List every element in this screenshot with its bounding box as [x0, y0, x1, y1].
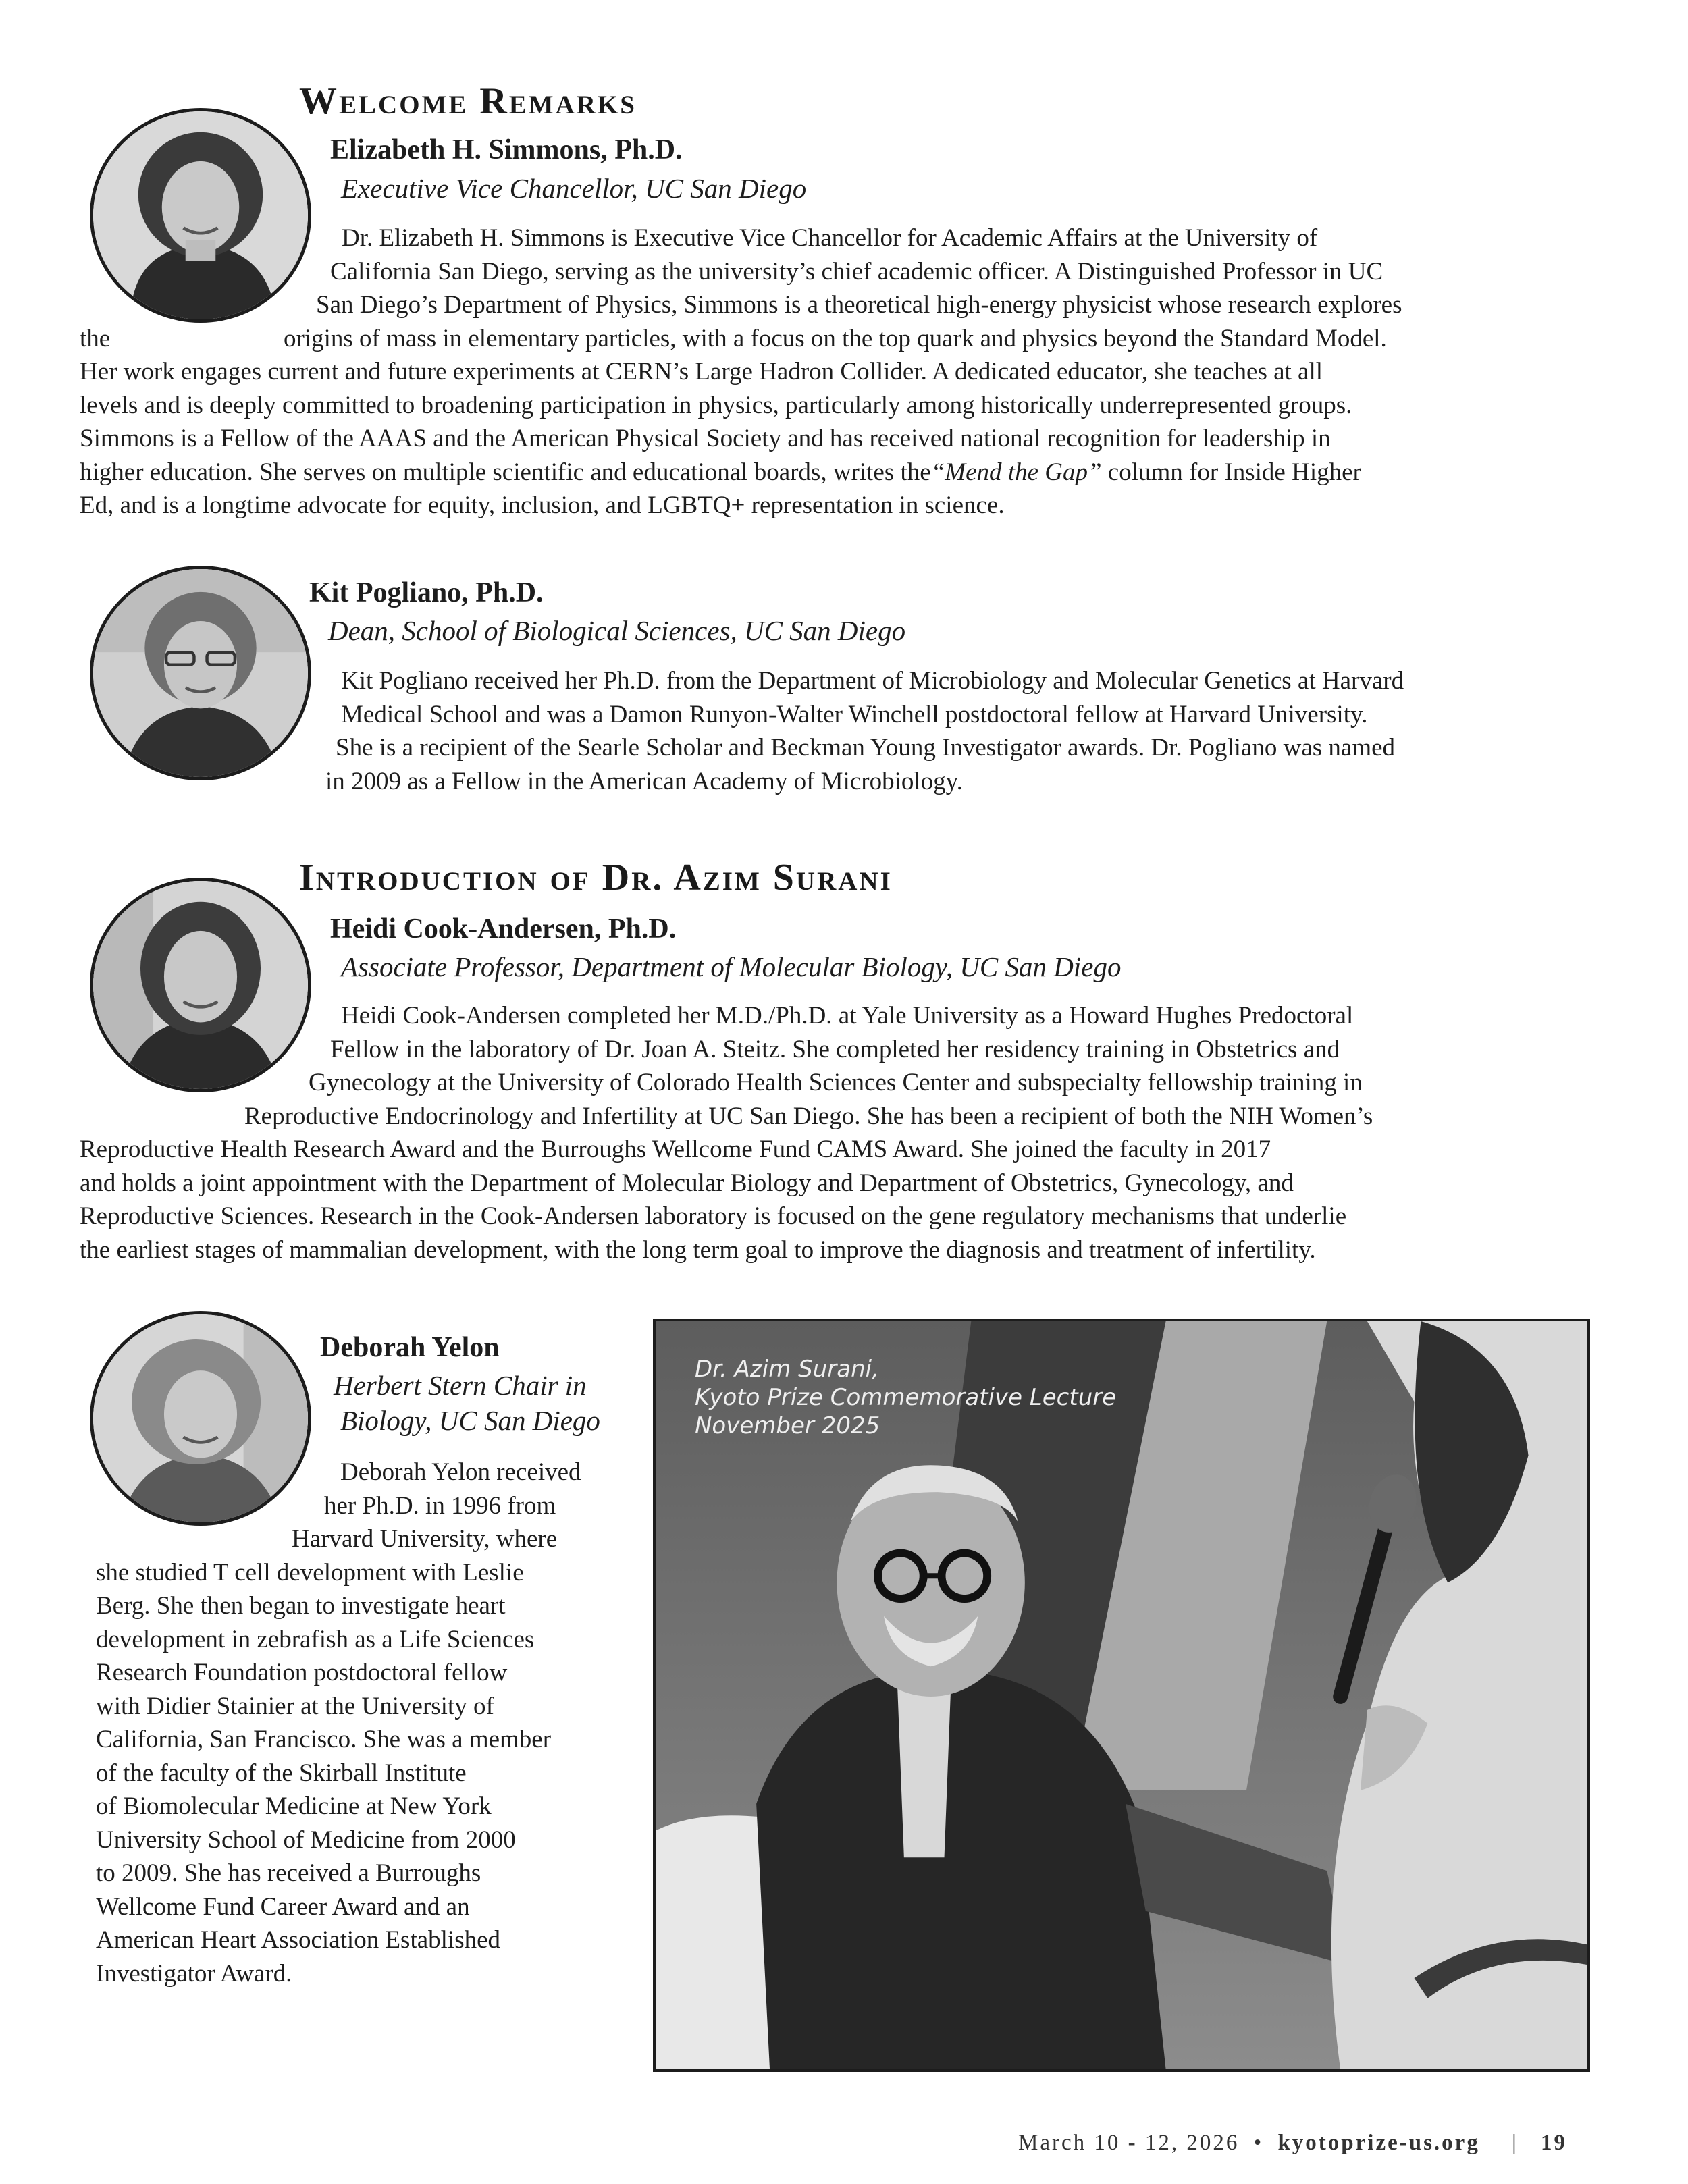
bio-simmons [0, 221, 1688, 523]
bio-line: she studied T cell development with Leslie [96, 1558, 524, 1587]
page-number: 19 [1540, 2131, 1567, 2155]
speaker-role [334, 1368, 600, 1438]
bio-line: to 2009. She has received a Burroughs [96, 1859, 481, 1887]
bio-line: Harvard University, where [292, 1525, 558, 1553]
bio-line: Berg. She then began to investigate heart [96, 1592, 506, 1620]
speaker-name: Heidi Cook-Andersen, Ph.D. [330, 913, 677, 944]
page-footer [1018, 2131, 1567, 2156]
bio-pogliano [0, 664, 1688, 798]
role-line: Biology, UC San Diego [340, 1405, 600, 1436]
bio-line: of the faculty of the Skirball Institute [96, 1759, 467, 1787]
bio-line: her Ph.D. in 1996 from [324, 1491, 556, 1520]
bio-line: Kit Pogliano received her Ph.D. from the Department of Microbiology and Molecular Genetics at Harvard [341, 667, 1404, 695]
speaker-name: Kit Pogliano, Ph.D. [309, 577, 544, 608]
bio-line: Ed, and is a longtime advocate for equity, inclusion, and LGBTQ+ representation in science. [80, 491, 1005, 519]
footer-separator: | [1512, 2131, 1519, 2155]
bio-line: Simmons is a Fellow of the AAAS and the American Physical Society and has received national recognition for leadership in [80, 425, 1331, 452]
bio-line: and holds a joint appointment with the Department of Molecular Biology and Department of Obstetrics, Gynecology, and [80, 1169, 1294, 1197]
bio-line: Medical School and was a Damon Runyon-Walter Winchell postdoctoral fellow at Harvard University. [341, 700, 1368, 728]
bio-line: Reproductive Health Research Award and the Burroughs Wellcome Fund CAMS Award. She joined the faculty in 2017 [80, 1136, 1271, 1163]
lecture-photo [653, 1319, 1590, 2072]
bio-line: American Heart Association Established [96, 1926, 501, 1954]
bio-cook-andersen [0, 999, 1688, 1267]
bio-line: with Didier Stainier at the University of [96, 1692, 494, 1720]
footer-dates: March 10 - 12, 2026 [1018, 2131, 1240, 2155]
bio-line: Deborah Yelon received [340, 1458, 581, 1486]
bio-line: Research Foundation postdoctoral fellow [96, 1659, 508, 1686]
section-heading-welcome: Welcome Remarks [299, 80, 637, 122]
bio-line: origins of mass in elementary particles, with a focus on the top quark and physics beyond the Standard Model. [284, 324, 1387, 352]
speaker-name: Deborah Yelon [320, 1332, 500, 1363]
bio-line: in 2009 as a Fellow in the American Academy of Microbiology. [325, 767, 963, 795]
bio-text: higher education. She serves on multiple scientific and educational boards, writes the [80, 458, 931, 486]
bio-line: Fellow in the laboratory of Dr. Joan A. Steitz. She completed her residency training in Obstetrics and [330, 1035, 1340, 1063]
caption-line: Dr. Azim Surani, [695, 1356, 879, 1383]
bio-line: development in zebrafish as a Life Sciences [96, 1625, 535, 1653]
section-heading-introduction: Introduction of Dr. Azim Surani [299, 857, 893, 899]
bio-line: University School of Medicine from 2000 [96, 1826, 516, 1854]
bio-line: of Biomolecular Medicine at New York [96, 1792, 492, 1820]
photo-caption [695, 1355, 1116, 1440]
column-title: “Mend the Gap” [930, 458, 1102, 486]
bio-line [80, 456, 1688, 489]
bio-line: Investigator Award. [96, 1959, 292, 1988]
footer-website[interactable]: kyotoprize-us.org [1277, 2131, 1480, 2155]
caption-line: November 2025 [695, 1412, 880, 1439]
bio-text: column for Inside Higher [1107, 458, 1361, 486]
bio-line: the earliest stages of mammalian development, with the long term goal to improve the diagnosis and treatment of infertility. [80, 1235, 1316, 1264]
footer-bullet: • [1253, 2131, 1264, 2155]
bio-line: Wellcome Fund Career Award and an [96, 1892, 470, 1921]
speaker-role: Dean, School of Biological Sciences, UC San Diego [328, 615, 906, 646]
bio-line: Gynecology at the University of Colorado Health Sciences Center and subspecialty fellowship training in [309, 1069, 1363, 1096]
bio-line: Dr. Elizabeth H. Simmons is Executive Vice Chancellor for Academic Affairs at the University of [342, 224, 1318, 252]
bio-line: Heidi Cook-Andersen completed her M.D./Ph.D. at Yale University as a Howard Hughes Predoctoral [341, 1002, 1354, 1030]
bio-line: California, San Francisco. She was a member [96, 1726, 552, 1753]
bio-line: California San Diego, serving as the university’s chief academic officer. A Distinguished Professor in UC [330, 257, 1383, 286]
role-line: Herbert Stern Chair in [334, 1370, 587, 1401]
bio-line: Reproductive Endocrinology and Infertility at UC San Diego. She has been a recipient of both the NIH Women’s [244, 1102, 1373, 1130]
speaker-role: Associate Professor, Department of Molecular Biology, UC San Diego [341, 951, 1122, 982]
bio-line: San Diego’s Department of Physics, Simmons is a theoretical high-energy physicist whose research explores [316, 291, 1402, 319]
bio-line: the [80, 324, 111, 352]
bio-line: She is a recipient of the Searle Scholar and Beckman Young Investigator awards. Dr. Pogliano was named [336, 734, 1396, 762]
bio-line: levels and is deeply committed to broadening participation in physics, particularly among historically underrepresented groups. [80, 391, 1352, 419]
caption-line: Kyoto Prize Commemorative Lecture [695, 1384, 1117, 1411]
bio-line: Reproductive Sciences. Research in the Cook-Andersen laboratory is focused on the gene regulatory mechanisms that underlie [80, 1202, 1347, 1230]
speaker-role: Executive Vice Chancellor, UC San Diego [341, 173, 807, 204]
speaker-name: Elizabeth H. Simmons, Ph.D. [330, 134, 683, 165]
bio-line: Her work engages current and future experiments at CERN’s Large Hadron Collider. A dedicated educator, she teaches at all [80, 358, 1323, 385]
bio-yelon [0, 1456, 621, 1990]
